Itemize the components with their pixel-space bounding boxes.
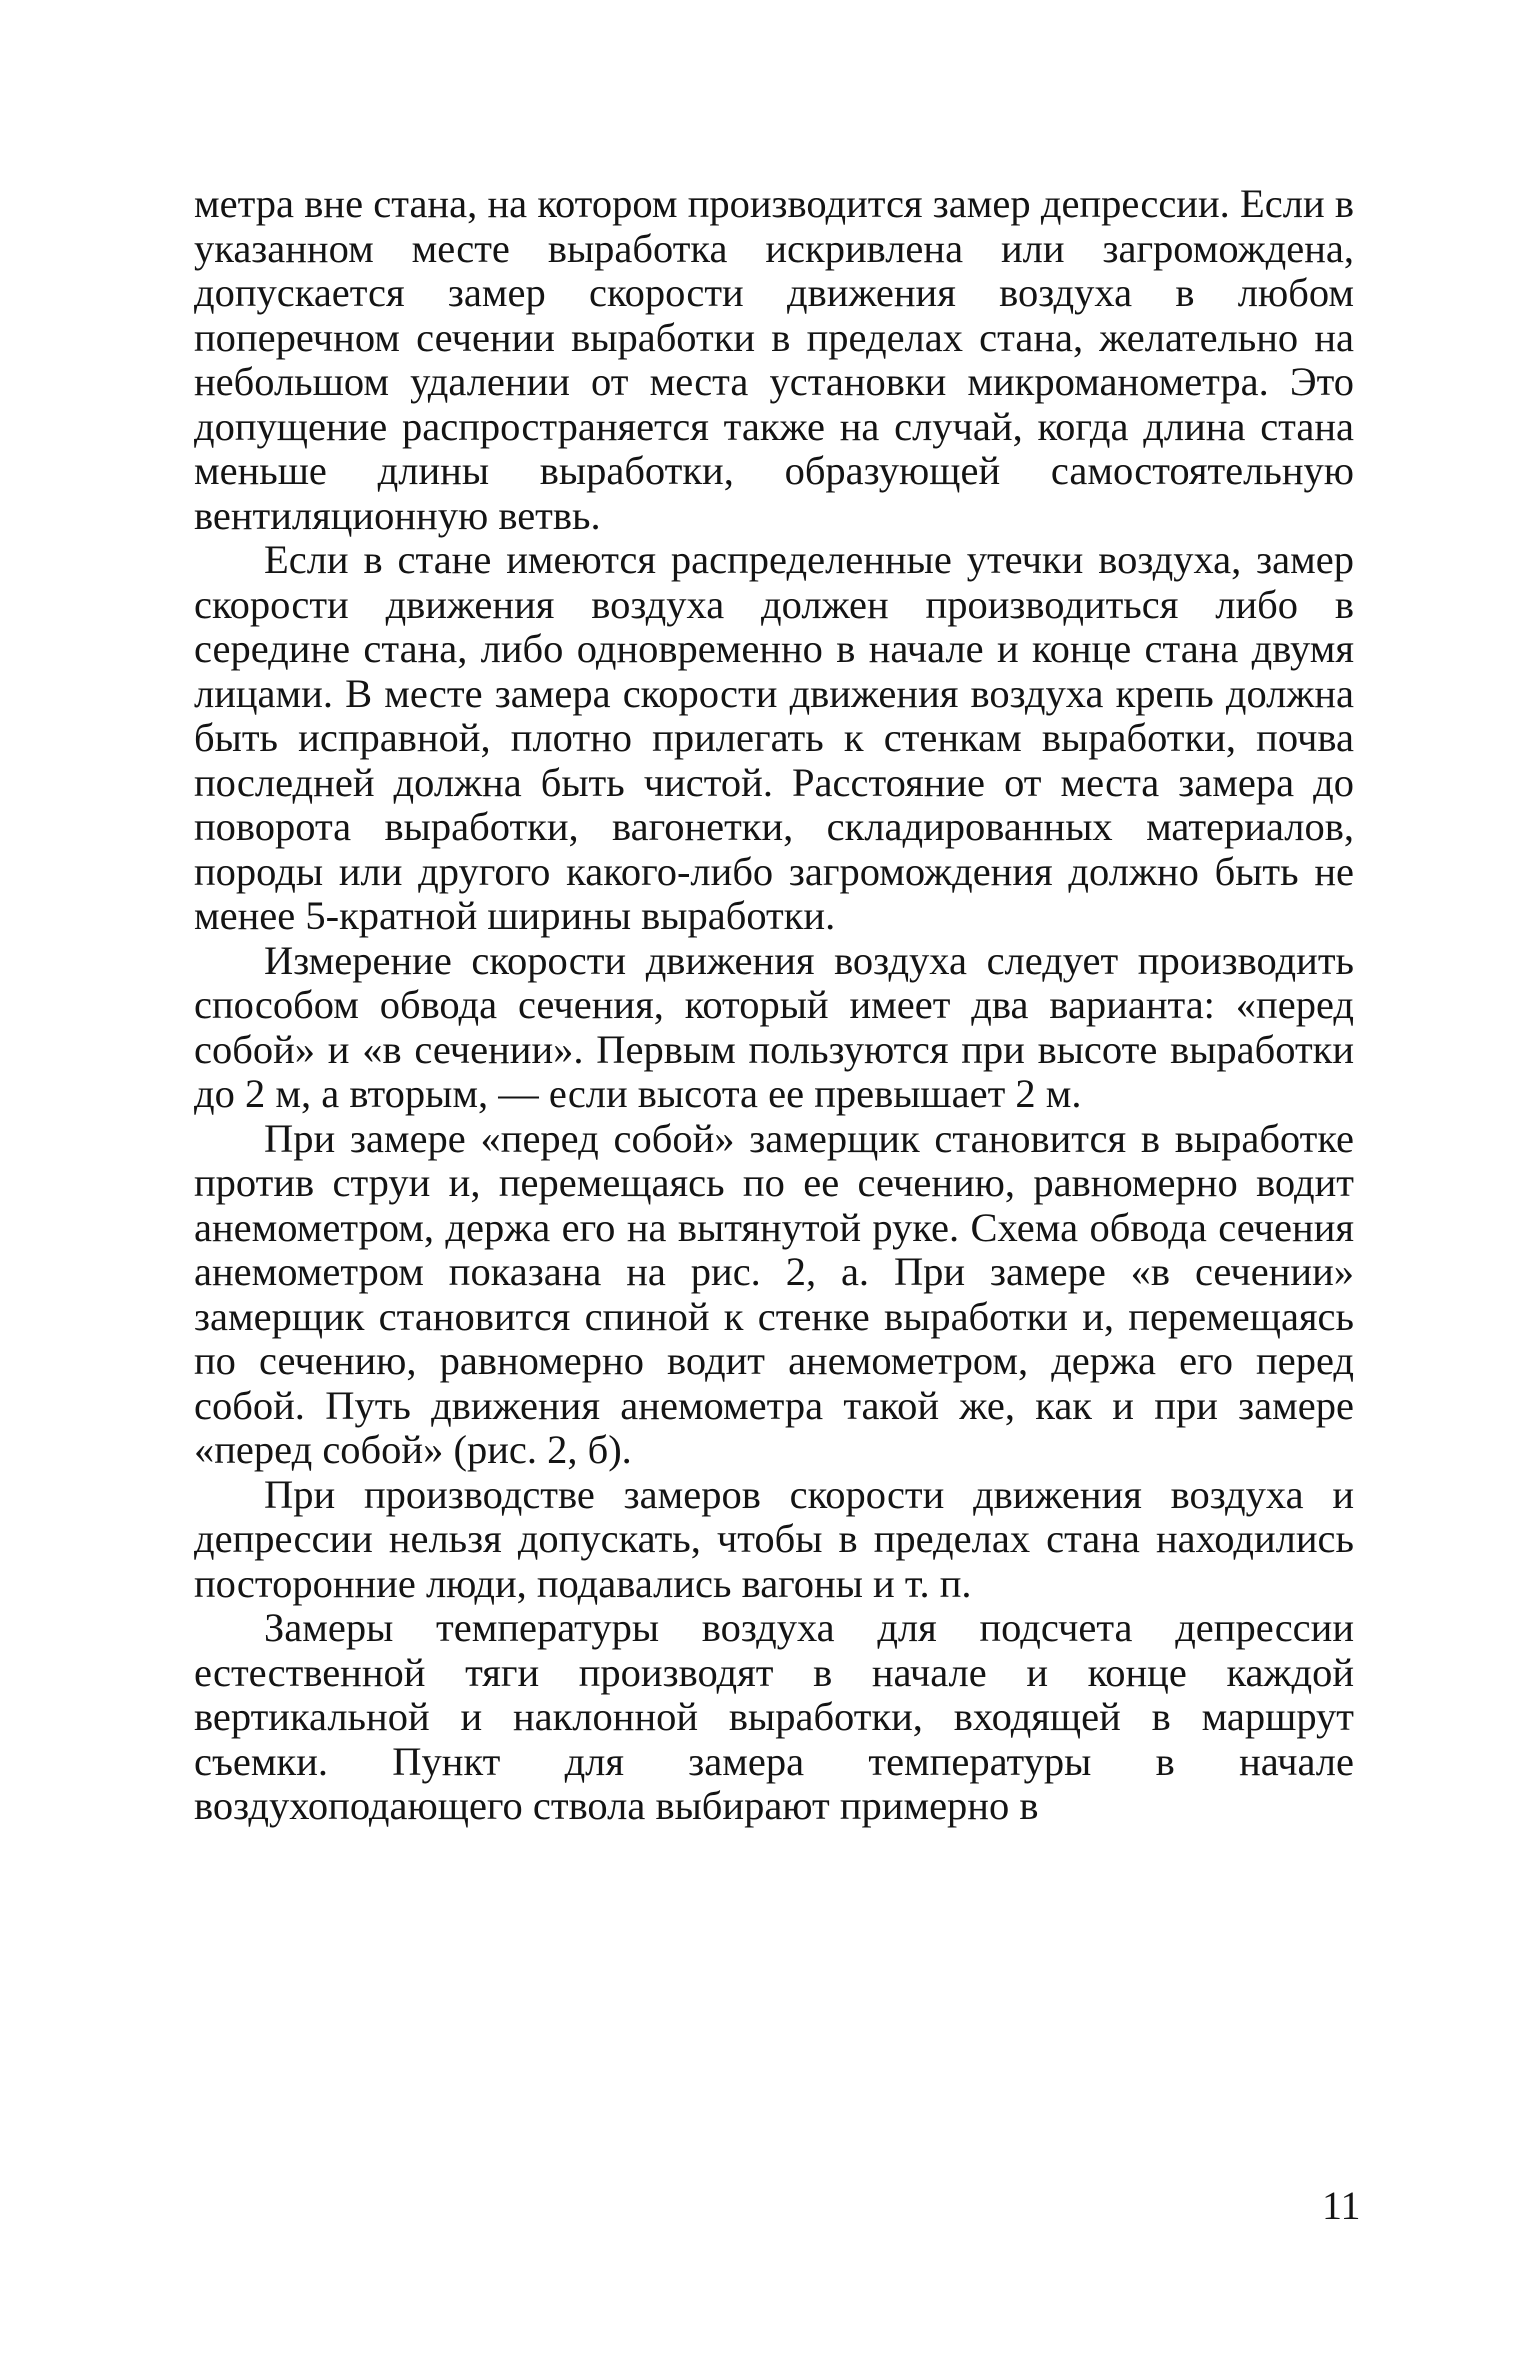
- paragraph-air-leaks: Если в стане имеются распределенные утечки воздуха, замер скорости движения воздуха должен производиться либо в середине стана, либо одновременно в начале и конце стана двумя лицами. В месте замера скорости движения воздуха крепь должна быть исправной, плотно прилегать к стенкам выработки, почва последней должна быть чистой. Расстояние от места замера до поворота выработки, вагонетки, складированных материалов, породы или другого какого-либо загромождения должно быть не менее 5-кратной ширины выработки.: [194, 537, 1354, 938]
- paragraph-temperature: Замеры температуры воздуха для подсчета депрессии естественной тяги производят в начале и конце каждой вертикальной и наклонной выработки, входящей в маршрут съемки. Пункт для замера температуры в начале воздухоподающего ствола выбирают примерно в: [194, 1605, 1354, 1828]
- paragraph-continuation: метра вне стана, на котором производится замер депрессии. Если в указанном месте выработка искривлена или загромождена, допускается замер скорости движения воздуха в любом поперечном сечении выработки в пределах стана, желательно на небольшом удалении от места установки микроманометра. Это допущение распространяется также на случай, когда длина стана меньше длины выработки, образующей самостоятельную вентиляционную ветвь.: [194, 181, 1354, 538]
- paragraph-restrictions: При производстве замеров скорости движения воздуха и депрессии нельзя допускать, чтобы в пределах стана находились посторонние люди, подавались вагоны и т. п.: [194, 1471, 1354, 1606]
- paragraph-measurement-method: Измерение скорости движения воздуха следует производить способом обвода сечения, который имеет два варианта: «перед собой» и «в сечении». Первым пользуются при высоте выработки до 2 м, а вторым, — если высота ее превышает 2 м.: [194, 937, 1354, 1116]
- paragraph-before-self: При замере «перед собой» замерщик становится в выработке против струи и, перемещаясь по ее сечению, равномерно водит анемометром, держа его на вытянутой руке. Схема обвода сечения анемометром показана на рис. 2, а. При замере «в сечении» замерщик становится спиной к стенке выработки и, перемещаясь по сечению, равномерно водит анемометром, держа его перед собой. Путь движения анемометра такой же, как и при замере «перед собой» (рис. 2, б).: [194, 1115, 1354, 1472]
- page-number: 11: [1322, 2183, 1361, 2228]
- body-text: [194, 182, 1354, 1829]
